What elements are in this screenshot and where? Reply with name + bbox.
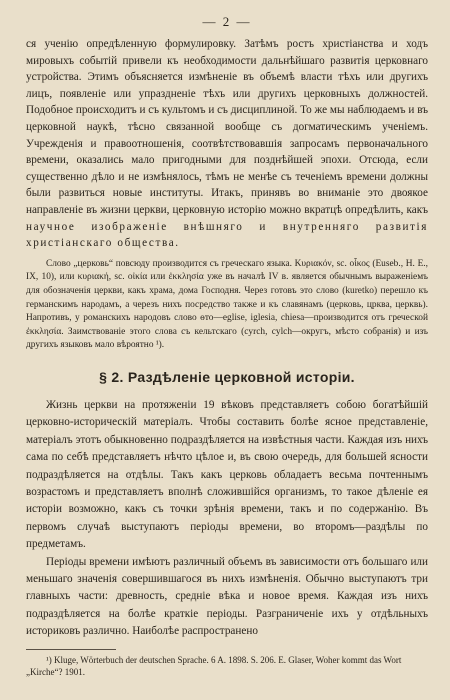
section-paragraph-2: Періоды времени имѣютъ различный объемъ въ зависимости отъ большаго или меньшаго значенія совершившагося въ нихъ измѣненія. Обычно выступаютъ три главныхъ части: древность, средніе вѣка и новое время. Каждая изъ нихъ подраздѣляется на болѣе краткіе періоды. Разграниченіе ихъ у отдѣльныхъ историковъ различно. Наиболѣе распространено — [26, 555, 428, 638]
footnote-divider — [26, 649, 116, 650]
paragraph-body: ся ученію опредѣленную формулировку. Затѣмъ ростъ христіанства и ходъ мировыхъ событій привели къ необходимости дальнѣйшаго развитія церковнаго устройства. Этимъ объясняется измѣненіе въ объемѣ власти тѣхъ или другихъ лицъ, появленіе или упраздненіе тѣхъ или другихъ церковныхъ должностей. Подобное происходитъ и съ культомъ и съ дисциплиной. То же мы наблюдаемъ и въ церковной наукѣ, тѣсно связанной вообще съ догматическимъ ученіемъ. Учрежденія и правоотношенія, соотвѣтствовавшія запросамъ первоначального времени, оказались мало пригодными для позднѣйшей эпохи. Отсюда, если существенно дѣло и не измѣнялось, тѣмъ не менѣе съ теченіемъ времени должны были развиться новые институты. Итакъ, принявъ во вниманіе это двоякое направленіе въ жизни церкви, церковную исторію можно вкратцѣ опредѣлить, какъ — [26, 38, 428, 216]
footnote — [26, 654, 428, 678]
section-paragraph-1: Жизнь церкви на протяженіи 19 вѣковъ представляетъ собою богатѣйшій церковно-историческій матеріалъ. Чтобы составить болѣе ясное представленіе, матеріалъ этотъ обыкновенно подраздѣляется на извѣстныя части. Каждая изъ нихъ сама по себѣ представляетъ нѣчто цѣлое и, въ свою очередь, для большей ясности подраздѣляется на отдѣлы. Такъ какъ церковь обладаетъ весьма почтеннымъ возрастомъ и представляетъ вполнѣ сложившійся организмъ, то такое дѣленіе ея исторіи возможно, какъ съ точки зрѣнія времени, такъ и по содержанію. Въ первомъ случаѣ выступаютъ періоды времени, во второмъ—раздѣлы по предметамъ. — [26, 398, 428, 551]
main-text — [26, 36, 428, 252]
footnote-text: ¹) Kluge, Wörterbuch der deutschen Sprache. 6 A. 1898. S. 206. E. Glaser, Woher kommt das Wort „Kirche“? 1901. — [26, 654, 402, 677]
smallprint-note — [26, 258, 428, 353]
section-heading: § 2. Раздѣленіе церковной исторіи. — [99, 368, 355, 385]
section-body — [26, 397, 428, 641]
paragraph-continuation — [26, 36, 428, 252]
definition-spaced: научное изображеніе внѣшняго и внутренняго развитія христіанскаго общества. — [26, 220, 428, 250]
etymology-paragraph: Слово „церковь“ повсюду производится съ греческаго языка. Κυριακόν, sc. οἶκος (Euseb., H. E., IX, 10), или κυριακή, sc. οἰκία или ἐκκλησία уже въ началѣ IV в. является обычнымъ выраженіемъ для обозначенія церкви, какъ храма, дома Господня. Через готовъ это слово (kuretko) перешло къ германскимъ народамъ, а черезъ нихъ посредство также и къ славянамъ (церковь, црква, церквь). Напротивъ, у романскихъ народовъ слово ѳто—eglise, iglesia, chiesa—производится отъ греческой ἐκκλησία. Заимствованіе этого слова съ кельтскаго (cyrch, cylch—округъ, мѣсто собранія) и изъ другихъ языковъ мало вѣроятно ¹). — [26, 258, 428, 351]
page-number: — 2 — — [202, 14, 252, 29]
